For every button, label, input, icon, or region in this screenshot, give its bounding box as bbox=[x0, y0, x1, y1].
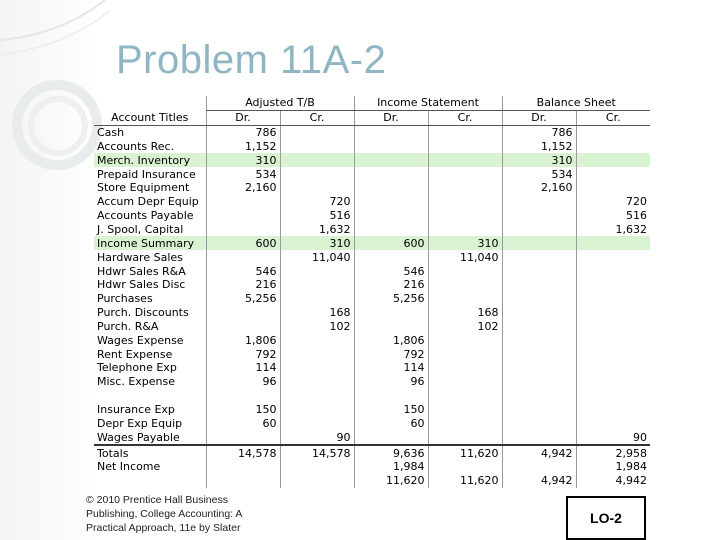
amount-cell: 1,152 bbox=[206, 140, 280, 154]
blank-row bbox=[94, 389, 650, 403]
group-header-income-statement: Income Statement bbox=[354, 96, 502, 110]
amount-cell bbox=[428, 125, 502, 139]
amount-cell bbox=[354, 250, 428, 264]
amount-cell: 534 bbox=[502, 167, 576, 181]
amount-cell bbox=[502, 460, 576, 474]
amount-cell bbox=[502, 306, 576, 320]
totals-row bbox=[94, 445, 650, 460]
amount-cell: 114 bbox=[206, 361, 280, 375]
amount-cell bbox=[428, 460, 502, 474]
amount-cell: 1,632 bbox=[576, 223, 650, 237]
amount-cell bbox=[206, 460, 280, 474]
account-title-cell bbox=[94, 474, 206, 488]
amount-cell bbox=[502, 292, 576, 306]
account-title-cell: Hdwr Sales R&A bbox=[97, 264, 186, 278]
table-row bbox=[94, 430, 650, 445]
table-row bbox=[94, 375, 650, 389]
account-title-cell: Wages Expense bbox=[97, 333, 184, 347]
amount-cell bbox=[206, 209, 280, 223]
group-header-blank bbox=[94, 96, 206, 110]
worksheet-table bbox=[94, 96, 650, 488]
amount-cell bbox=[502, 333, 576, 347]
amount-cell bbox=[354, 140, 428, 154]
amount-cell: 516 bbox=[576, 209, 650, 223]
amount-cell: 600 bbox=[354, 236, 428, 250]
amount-cell: 11,620 bbox=[354, 474, 428, 488]
amount-cell bbox=[502, 361, 576, 375]
account-title-cell: Accounts Payable bbox=[97, 209, 194, 223]
amount-cell: 1,152 bbox=[502, 140, 576, 154]
amount-cell bbox=[280, 167, 354, 181]
amount-cell: 90 bbox=[576, 430, 650, 445]
amount-cell bbox=[206, 195, 280, 209]
amount-cell bbox=[502, 195, 576, 209]
amount-cell bbox=[354, 209, 428, 223]
amount-cell bbox=[428, 333, 502, 347]
amount-cell bbox=[428, 416, 502, 430]
amount-cell bbox=[502, 264, 576, 278]
table-row bbox=[94, 292, 650, 306]
amount-cell bbox=[576, 389, 650, 403]
amount-cell bbox=[576, 250, 650, 264]
amount-cell bbox=[354, 153, 428, 167]
table-row bbox=[94, 306, 650, 320]
amount-cell: 2,160 bbox=[502, 181, 576, 195]
account-title-cell bbox=[94, 389, 206, 403]
amount-cell bbox=[280, 181, 354, 195]
table-row bbox=[94, 278, 650, 292]
group-header-adjusted-tb: Adjusted T/B bbox=[206, 96, 354, 110]
amount-cell: 310 bbox=[280, 236, 354, 250]
amount-cell: 168 bbox=[280, 306, 354, 320]
credit-line: Practical Approach, 11e by Slater bbox=[86, 522, 241, 534]
amount-cell: 600 bbox=[206, 236, 280, 250]
amount-cell: 168 bbox=[428, 306, 502, 320]
amount-cell: 1,984 bbox=[354, 460, 428, 474]
amount-cell bbox=[502, 403, 576, 417]
slide-title: Problem 11A-2 bbox=[116, 38, 387, 82]
credit-line: © 2010 Prentice Hall Business bbox=[86, 494, 228, 506]
amount-cell: 310 bbox=[428, 236, 502, 250]
amount-cell: 216 bbox=[354, 278, 428, 292]
amount-cell: 786 bbox=[206, 125, 280, 139]
column-header-bs-dr: Dr. bbox=[502, 110, 576, 125]
amount-cell bbox=[502, 278, 576, 292]
amount-cell bbox=[576, 278, 650, 292]
amount-cell bbox=[576, 140, 650, 154]
amount-cell: 1,806 bbox=[354, 333, 428, 347]
amount-cell bbox=[428, 195, 502, 209]
amount-cell bbox=[576, 153, 650, 167]
amount-cell bbox=[280, 264, 354, 278]
account-title-cell: Merch. Inventory bbox=[94, 153, 206, 167]
amount-cell bbox=[428, 347, 502, 361]
amount-cell: 1,984 bbox=[576, 460, 650, 474]
column-header-tb-dr: Dr. bbox=[206, 110, 280, 125]
account-title-cell: Misc. Expense bbox=[97, 375, 175, 389]
account-title-cell: Insurance Exp bbox=[97, 402, 175, 416]
column-header-account-titles: Account Titles bbox=[94, 110, 206, 125]
account-title-cell: Depr Exp Equip bbox=[97, 416, 183, 430]
amount-cell bbox=[502, 209, 576, 223]
amount-cell bbox=[502, 416, 576, 430]
amount-cell bbox=[428, 278, 502, 292]
account-title-cell: Totals bbox=[94, 445, 206, 460]
amount-cell bbox=[206, 320, 280, 334]
account-title-cell: Telephone Exp bbox=[97, 361, 177, 375]
account-title-cell: Store Equipment bbox=[97, 181, 190, 195]
amount-cell bbox=[576, 403, 650, 417]
account-title-cell: Cash bbox=[97, 126, 125, 140]
amount-cell bbox=[428, 209, 502, 223]
table-row bbox=[94, 195, 650, 209]
amount-cell bbox=[280, 153, 354, 167]
table-row bbox=[94, 125, 650, 139]
amount-cell bbox=[280, 474, 354, 488]
amount-cell bbox=[576, 375, 650, 389]
amount-cell: 9,636 bbox=[354, 445, 428, 460]
learning-objective-badge: LO-2 bbox=[566, 496, 646, 540]
amount-cell: 2,958 bbox=[576, 445, 650, 460]
account-title-cell: Purchases bbox=[97, 292, 153, 306]
amount-cell: 11,620 bbox=[428, 445, 502, 460]
account-title-cell: Purch. R&A bbox=[97, 319, 159, 333]
amount-cell bbox=[428, 167, 502, 181]
amount-cell bbox=[354, 195, 428, 209]
amount-cell: 4,942 bbox=[576, 474, 650, 488]
amount-cell bbox=[502, 250, 576, 264]
amount-cell bbox=[428, 389, 502, 403]
amount-cell: 2,160 bbox=[206, 181, 280, 195]
account-title-cell: Prepaid Insurance bbox=[97, 167, 196, 181]
amount-cell bbox=[428, 153, 502, 167]
column-header-is-cr: Cr. bbox=[428, 110, 502, 125]
table-row bbox=[94, 361, 650, 375]
group-header-row bbox=[94, 96, 650, 110]
amount-cell bbox=[280, 389, 354, 403]
amount-cell bbox=[428, 223, 502, 237]
amount-cell: 1,632 bbox=[280, 223, 354, 237]
amount-cell bbox=[280, 333, 354, 347]
account-title-cell: Hdwr Sales Disc bbox=[97, 278, 186, 292]
amount-cell bbox=[206, 430, 280, 445]
amount-cell: 792 bbox=[206, 347, 280, 361]
column-header-is-dr: Dr. bbox=[354, 110, 428, 125]
account-title-cell: Hardware Sales bbox=[97, 250, 183, 264]
table-row bbox=[94, 264, 650, 278]
amount-cell bbox=[502, 320, 576, 334]
amount-cell bbox=[280, 292, 354, 306]
column-header-bs-cr: Cr. bbox=[576, 110, 650, 125]
table-row bbox=[94, 333, 650, 347]
amount-cell: 102 bbox=[280, 320, 354, 334]
table-row bbox=[94, 347, 650, 361]
table-row bbox=[94, 236, 650, 250]
table-row bbox=[94, 403, 650, 417]
table-row bbox=[94, 153, 650, 167]
account-title-cell: J. Spool, Capital bbox=[97, 223, 184, 237]
amount-cell bbox=[576, 347, 650, 361]
amount-cell bbox=[502, 375, 576, 389]
amount-cell bbox=[428, 361, 502, 375]
account-title-cell: Accounts Rec. bbox=[97, 139, 175, 153]
amount-cell: 4,942 bbox=[502, 445, 576, 460]
amount-cell bbox=[576, 416, 650, 430]
table-row bbox=[94, 209, 650, 223]
amount-cell bbox=[576, 181, 650, 195]
amount-cell: 114 bbox=[354, 361, 428, 375]
decorative-ring-inner bbox=[28, 96, 88, 156]
account-title-cell: Purch. Discounts bbox=[97, 306, 189, 320]
amount-cell bbox=[428, 403, 502, 417]
amount-cell: 102 bbox=[428, 320, 502, 334]
amount-cell bbox=[576, 306, 650, 320]
amount-cell: 60 bbox=[354, 416, 428, 430]
amount-cell bbox=[354, 430, 428, 445]
amount-cell bbox=[354, 306, 428, 320]
amount-cell: 786 bbox=[502, 125, 576, 139]
amount-cell: 546 bbox=[354, 264, 428, 278]
amount-cell bbox=[428, 264, 502, 278]
group-header-balance-sheet: Balance Sheet bbox=[502, 96, 650, 110]
amount-cell bbox=[206, 389, 280, 403]
amount-cell: 5,256 bbox=[206, 292, 280, 306]
amount-cell bbox=[280, 125, 354, 139]
account-title-cell: Wages Payable bbox=[97, 430, 180, 444]
table-row bbox=[94, 223, 650, 237]
amount-cell: 310 bbox=[206, 153, 280, 167]
column-header-row bbox=[94, 110, 650, 125]
amount-cell bbox=[206, 223, 280, 237]
amount-cell: 60 bbox=[206, 416, 280, 430]
amount-cell: 516 bbox=[280, 209, 354, 223]
table-row bbox=[94, 181, 650, 195]
amount-cell bbox=[206, 306, 280, 320]
worksheet bbox=[94, 96, 650, 488]
amount-cell bbox=[206, 250, 280, 264]
account-title-cell: Income Summary bbox=[94, 236, 206, 250]
table-row bbox=[94, 167, 650, 181]
credit-line: Publishing, College Accounting: A bbox=[86, 508, 243, 520]
amount-cell bbox=[502, 389, 576, 403]
amount-cell bbox=[576, 125, 650, 139]
amount-cell bbox=[502, 347, 576, 361]
table-row bbox=[94, 416, 650, 430]
amount-cell: 534 bbox=[206, 167, 280, 181]
amount-cell bbox=[576, 320, 650, 334]
amount-cell bbox=[354, 320, 428, 334]
amount-cell bbox=[502, 223, 576, 237]
amount-cell bbox=[280, 403, 354, 417]
table-row bbox=[94, 320, 650, 334]
amount-cell: 546 bbox=[206, 264, 280, 278]
amount-cell bbox=[428, 430, 502, 445]
amount-cell bbox=[576, 236, 650, 250]
amount-cell bbox=[354, 181, 428, 195]
amount-cell: 96 bbox=[354, 375, 428, 389]
amount-cell bbox=[280, 140, 354, 154]
account-title-cell: Rent Expense bbox=[97, 347, 173, 361]
amount-cell: 1,806 bbox=[206, 333, 280, 347]
amount-cell: 14,578 bbox=[206, 445, 280, 460]
amount-cell bbox=[354, 125, 428, 139]
amount-cell: 216 bbox=[206, 278, 280, 292]
amount-cell: 90 bbox=[280, 430, 354, 445]
amount-cell bbox=[206, 474, 280, 488]
amount-cell bbox=[502, 236, 576, 250]
amount-cell bbox=[576, 333, 650, 347]
table-row bbox=[94, 460, 650, 474]
amount-cell bbox=[354, 223, 428, 237]
amount-cell bbox=[428, 292, 502, 306]
amount-cell bbox=[280, 361, 354, 375]
worksheet-body bbox=[94, 125, 650, 487]
amount-cell bbox=[502, 430, 576, 445]
amount-cell bbox=[576, 167, 650, 181]
amount-cell bbox=[280, 278, 354, 292]
table-row bbox=[94, 474, 650, 488]
amount-cell bbox=[354, 167, 428, 181]
amount-cell: 14,578 bbox=[280, 445, 354, 460]
amount-cell: 96 bbox=[206, 375, 280, 389]
amount-cell bbox=[428, 140, 502, 154]
amount-cell: 11,040 bbox=[428, 250, 502, 264]
amount-cell: 150 bbox=[206, 403, 280, 417]
amount-cell: 11,620 bbox=[428, 474, 502, 488]
amount-cell: 11,040 bbox=[280, 250, 354, 264]
table-row bbox=[94, 250, 650, 264]
amount-cell bbox=[576, 264, 650, 278]
account-title-cell: Net Income bbox=[97, 460, 161, 474]
column-header-tb-cr: Cr. bbox=[280, 110, 354, 125]
amount-cell: 4,942 bbox=[502, 474, 576, 488]
account-title-cell: Accum Depr Equip bbox=[97, 195, 199, 209]
amount-cell bbox=[280, 347, 354, 361]
copyright-credit bbox=[86, 493, 286, 535]
amount-cell: 150 bbox=[354, 403, 428, 417]
amount-cell bbox=[354, 389, 428, 403]
amount-cell bbox=[576, 292, 650, 306]
amount-cell: 310 bbox=[502, 153, 576, 167]
amount-cell bbox=[576, 361, 650, 375]
amount-cell bbox=[280, 416, 354, 430]
table-row bbox=[94, 140, 650, 154]
amount-cell bbox=[280, 460, 354, 474]
amount-cell bbox=[280, 375, 354, 389]
amount-cell: 792 bbox=[354, 347, 428, 361]
amount-cell bbox=[428, 375, 502, 389]
amount-cell: 5,256 bbox=[354, 292, 428, 306]
amount-cell: 720 bbox=[576, 195, 650, 209]
amount-cell bbox=[428, 181, 502, 195]
amount-cell: 720 bbox=[280, 195, 354, 209]
